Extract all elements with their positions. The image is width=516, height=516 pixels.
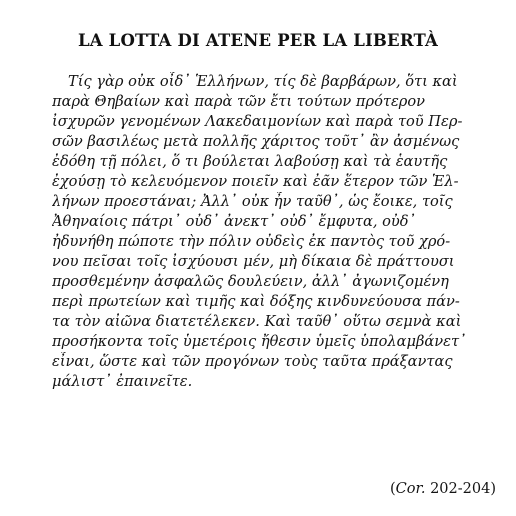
passage-line: εἶναι, ὥστε καὶ τῶν προγόνων τοὺς ταῦτα πράξαντας bbox=[52, 353, 453, 370]
greek-passage bbox=[52, 72, 512, 392]
passage-line: ἠδυνήθη πώποτε τὴν πόλιν οὐδεὶς ἐκ παντὸς τοῦ χρό- bbox=[52, 233, 451, 250]
passage-line: περὶ πρωτείων καὶ τιμῆς καὶ δόξης κινδυνεύουσα πάν- bbox=[52, 293, 460, 310]
passage-line: Τίς γὰρ οὐκ οἶδ᾽ Ἑλλήνων, τίς δὲ βαρβάρων, ὅτι καὶ bbox=[68, 73, 458, 90]
passage-line: ἐχούσῃ τὸ κελευόμενον ποιεῖν καὶ ἐᾶν ἕτερον τῶν Ἑλ- bbox=[52, 173, 459, 190]
source-citation: (Cor. 202-204) bbox=[390, 481, 496, 497]
passage-line: σῶν βασιλέως μετὰ πολλῆς χάριτος τοῦτ᾽ ἂν ἀσμένως bbox=[52, 133, 460, 150]
passage-line: ἐδόθη τῇ πόλει, ὅ τι βούλεται λαβούσῃ καὶ τὰ ἑαυτῆς bbox=[52, 153, 448, 170]
passage-line: νου πεῖσαι τοῖς ἰσχύουσι μέν, μὴ δίκαια δὲ πράττουσι bbox=[52, 253, 455, 270]
citation-range: 202-204 bbox=[430, 481, 491, 497]
citation-work: Cor. bbox=[395, 481, 426, 497]
passage-line: ἰσχυρῶν γενομένων Λακεδαιμονίων καὶ παρὰ τοῦ Περ- bbox=[52, 113, 463, 130]
passage-line: τα τὸν αἰῶνα διατετέλεκεν. Καὶ ταῦθ᾽ οὕτω σεμνὰ καὶ bbox=[52, 313, 462, 330]
passage-line: μάλιστ᾽ ἐπαινεῖτε. bbox=[52, 373, 193, 390]
passage-line: προσθεμένην ἀσφαλῶς δουλεύειν, ἀλλ᾽ ἀγωνιζομένη bbox=[52, 273, 449, 290]
page-title: LA LOTTA DI ATENE PER LA LIBERTÀ bbox=[77, 31, 439, 50]
passage-line: Ἀθηναίοις πάτρι᾽ οὐδ᾽ ἀνεκτ᾽ οὐδ᾽ ἔμφυτα, οὐδ᾽ bbox=[52, 213, 416, 230]
passage-line: παρὰ Θηβαίων καὶ παρὰ τῶν ἔτι τούτων πρότερον bbox=[52, 93, 426, 110]
passage-line: λήνων προεστάναι; Ἀλλ᾽ οὐκ ἦν ταῦθ᾽, ὡς ἔοικε, τοῖς bbox=[52, 193, 453, 210]
passage-line: προσήκοντα τοῖς ὑμετέροις ἤθεσιν ὑμεῖς ὑπολαμβάνετ᾽ bbox=[52, 333, 467, 350]
